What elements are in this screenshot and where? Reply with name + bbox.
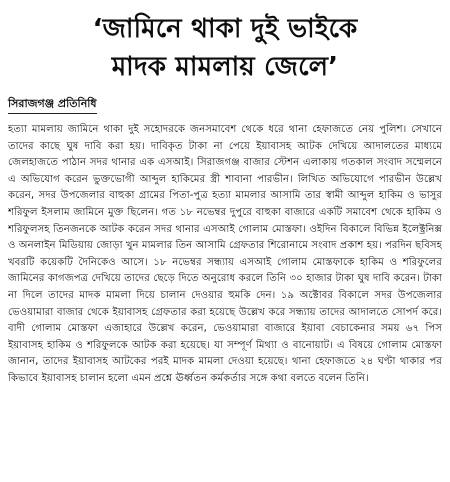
article-body: হত্যা মামলায় জামিনে থাকা দুই সহোদরকে জনসমাবেশ থেকে ধরে থানা হেফাজতে নেয় পুলিশ। সেখানে তাদের কাছে ঘুষ দাবি করা হয়। দাবিকৃত টাকা না পেয়ে ইয়াবাসহ আটক দেখিয়ে আদালতের মাধ্যমে জেলহাজতে পাঠান সদর থানার এক এসআই। সিরাজগঞ্জ বাজার স্টেশন এলাকায় গতকাল সংবাদ সম্মেলনে এ অভিযোগ করেন ভুক্তভোগী আব্দুল হাকিমের স্ত্রী শাবানা পারভীন। লিখিত অভিযোগে পারভীন উল্লেখ করেন, সদর উপজেলার বাহুকা গ্রামের পিতা-পুত্র হত্যা মামলার আসামি তার স্বামী আব্দুল হাকিম ও ভাসুর শরিফুল ইসলাম জামিনে মুক্ত ছিলেন। গত ১৮ নভেম্বর দুপুরে বাহুকা বাজারে একটি সমাবেশ থেকে হাকিম ও শরিফুলসহ তিনজনকে আটক করেন সদর থানার এসআই গোলাম মোস্তফা। ওইদিন বিকালে বিভিন্ন ইলেক্ট্রনিক্স ও অনলাইন মিডিয়ায় জোড়া খুন মামলার তিন আসামি গ্রেফতার শিরোনামে সংবাদ প্রকাশ হয়। পরদিন ছবিসহ খবরটি কয়েকটি দৈনিকেও আসে। ১৮ নভেম্বর সন্ধ্যায় এসআই গোলাম মোস্তফাকে হাকিম ও শরিফুলের জামিনের কাগজপত্র দেখিয়ে তাদের ছেড়ে দিতে অনুরোধ করলে তিনি ৩০ হাজার টাকা ঘুষ দাবি করেন। টাকা না দিলে তাদের মাদক মামলা দিয়ে চালান দেওয়ার হুমকি দেন। ১৯ অক্টোবর বিকালে সদর উপজেলার ভেওয়ামারা বাজার থেকে ইয়াবাসহ গ্রেফতার করা হয়েছে উল্লেখ করে সন্ধ্যায় তাদের আদালতে সোপর্দ করে। বাদী গোলাম মোস্তফা এজাহারে উল্লেখ করেন, ভেওয়ামারা বাজারে ইয়াবা বেচাকেনার সময় ৬৭ পিস ইয়াবাসহ হাকিম ও শরিফুলকে আটক করা হয়েছে। যা সম্পূর্ণ মিথ্যা ও বানোয়াট। এ বিষয়ে গোলাম মোস্তফা জানান, তাদের ইয়াবাসহ আটকের পরই মাদক মামলা দেওয়া হয়েছে। থানা হেফাজতে ২৪ ঘণ্টা থাকার পর কিভাবে ইয়াবাসহ চালান হলো এমন প্রশ্নে ঊর্ধ্বতন কর্মকর্তার সঙ্গে কথা বলতে বলেন তিনি। [8,124,442,384]
headline-line-1: ‘জামিনে থাকা দুই ভাইকে [92,14,358,44]
headline-line-2: মাদক মামলায় জেলে’ [111,52,339,82]
headline [8,10,442,86]
byline: সিরাজগঞ্জ প্রতিনিধি [8,96,97,114]
